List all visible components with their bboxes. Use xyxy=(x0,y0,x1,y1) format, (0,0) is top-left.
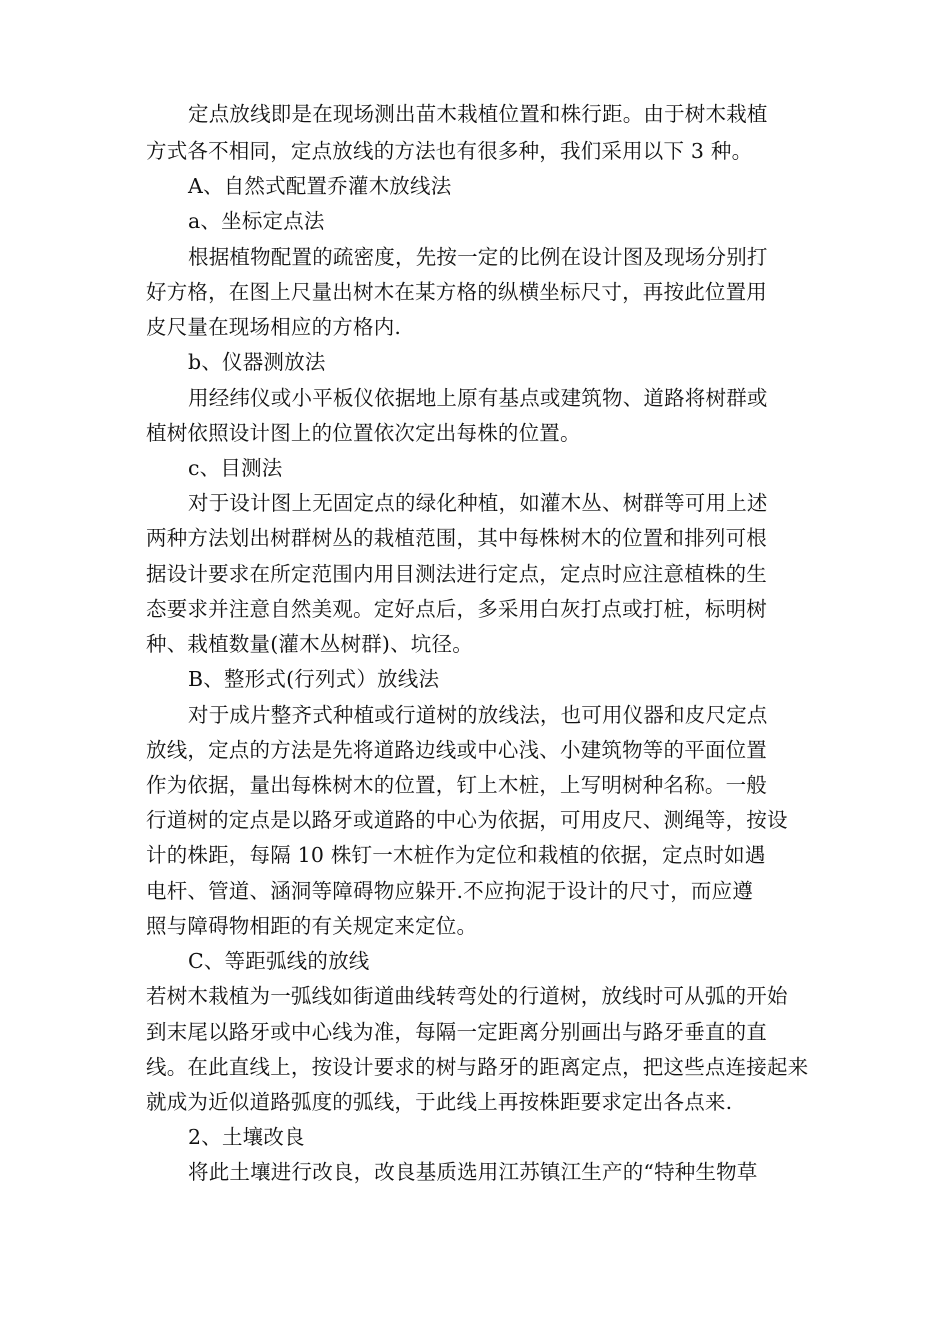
paragraph-line: 根据植物配置的疏密度，先按一定的比例在设计图及现场分别打 xyxy=(188,245,768,269)
paragraph-line: 若树木栽植为一弧线如街道曲线转弯处的行道树，放线时可从弧的开始 xyxy=(146,984,788,1008)
paragraph-line: 放线，定点的方法是先将道路边线或中心浅、小建筑物等的平面位置 xyxy=(146,738,767,762)
subsection-heading: a、坐标定点法 xyxy=(188,209,325,233)
paragraph-line: 到末尾以路牙或中心线为准，每隔一定距离分别画出与路牙垂直的直 xyxy=(146,1020,767,1044)
paragraph-line: 电杆、管道、涵洞等障碍物应躲开.不应拘泥于设计的尺寸，而应遵 xyxy=(146,879,754,903)
paragraph-line: 照与障碍物相距的有关规定来定位。 xyxy=(146,914,478,938)
paragraph-line: 好方格，在图上尺量出树木在某方格的纵横坐标尺寸，再按此位置用 xyxy=(146,280,767,304)
paragraph-line: 态要求并注意自然美观。定好点后，多采用白灰打点或打桩，标明树 xyxy=(146,597,767,621)
paragraph-line: 两种方法划出树群树丛的栽植范围，其中每株树木的位置和排列可根 xyxy=(146,526,767,550)
paragraph-line: 据设计要求在所定范围内用目测法进行定点，定点时应注意植株的生 xyxy=(146,562,767,586)
paragraph-line: 就成为近似道路弧度的弧线，于此线上再按株距要求定出各点来. xyxy=(146,1090,733,1114)
paragraph-line: 将此土壤进行改良，改良基质选用江苏镇江生产的“特种生物草 xyxy=(188,1160,758,1184)
subsection-heading: c、目测法 xyxy=(188,456,283,480)
subsection-heading: b、仪器测放法 xyxy=(188,350,326,374)
paragraph-line: 行道树的定点是以路牙或道路的中心为依据，可用皮尺、测绳等，按设 xyxy=(146,808,788,832)
section-heading: A、自然式配置乔灌木放线法 xyxy=(188,174,452,198)
paragraph-line: 用经纬仪或小平板仪依据地上原有基点或建筑物、道路将树群或 xyxy=(188,386,768,410)
paragraph-line: 定点放线即是在现场测出苗木栽植位置和株行距。由于树木栽植 xyxy=(188,102,768,126)
paragraph-line: 计的株距，每隔 10 株钉一木桩作为定位和栽植的依据，定点时如遇 xyxy=(146,843,766,867)
paragraph-line: 对于成片整齐式种植或行道树的放线法，也可用仪器和皮尺定点 xyxy=(188,703,768,727)
paragraph-line: 对于设计图上无固定点的绿化种植，如灌木丛、树群等可用上述 xyxy=(188,491,768,515)
section-heading: B、整形式(行列式）放线法 xyxy=(188,667,440,691)
paragraph-line: 作为依据，量出每株树木的位置，钉上木桩，上写明树种名称。一般 xyxy=(146,773,767,797)
paragraph-line: 植树依照设计图上的位置依次定出每株的位置。 xyxy=(146,421,581,445)
paragraph-line: 线。在此直线上，按设计要求的树与路牙的距离定点，把这些点连接起来 xyxy=(146,1055,809,1079)
section-heading: 2、土壤改良 xyxy=(188,1125,305,1149)
section-heading: C、等距弧线的放线 xyxy=(188,949,370,973)
paragraph-line: 方式各不相同，定点放线的方法也有很多种，我们采用以下 3 种。 xyxy=(146,139,753,163)
paragraph-line: 皮尺量在现场相应的方格内. xyxy=(146,315,402,339)
paragraph-line: 种、栽植数量(灌木丛树群)、坑径。 xyxy=(146,632,473,656)
